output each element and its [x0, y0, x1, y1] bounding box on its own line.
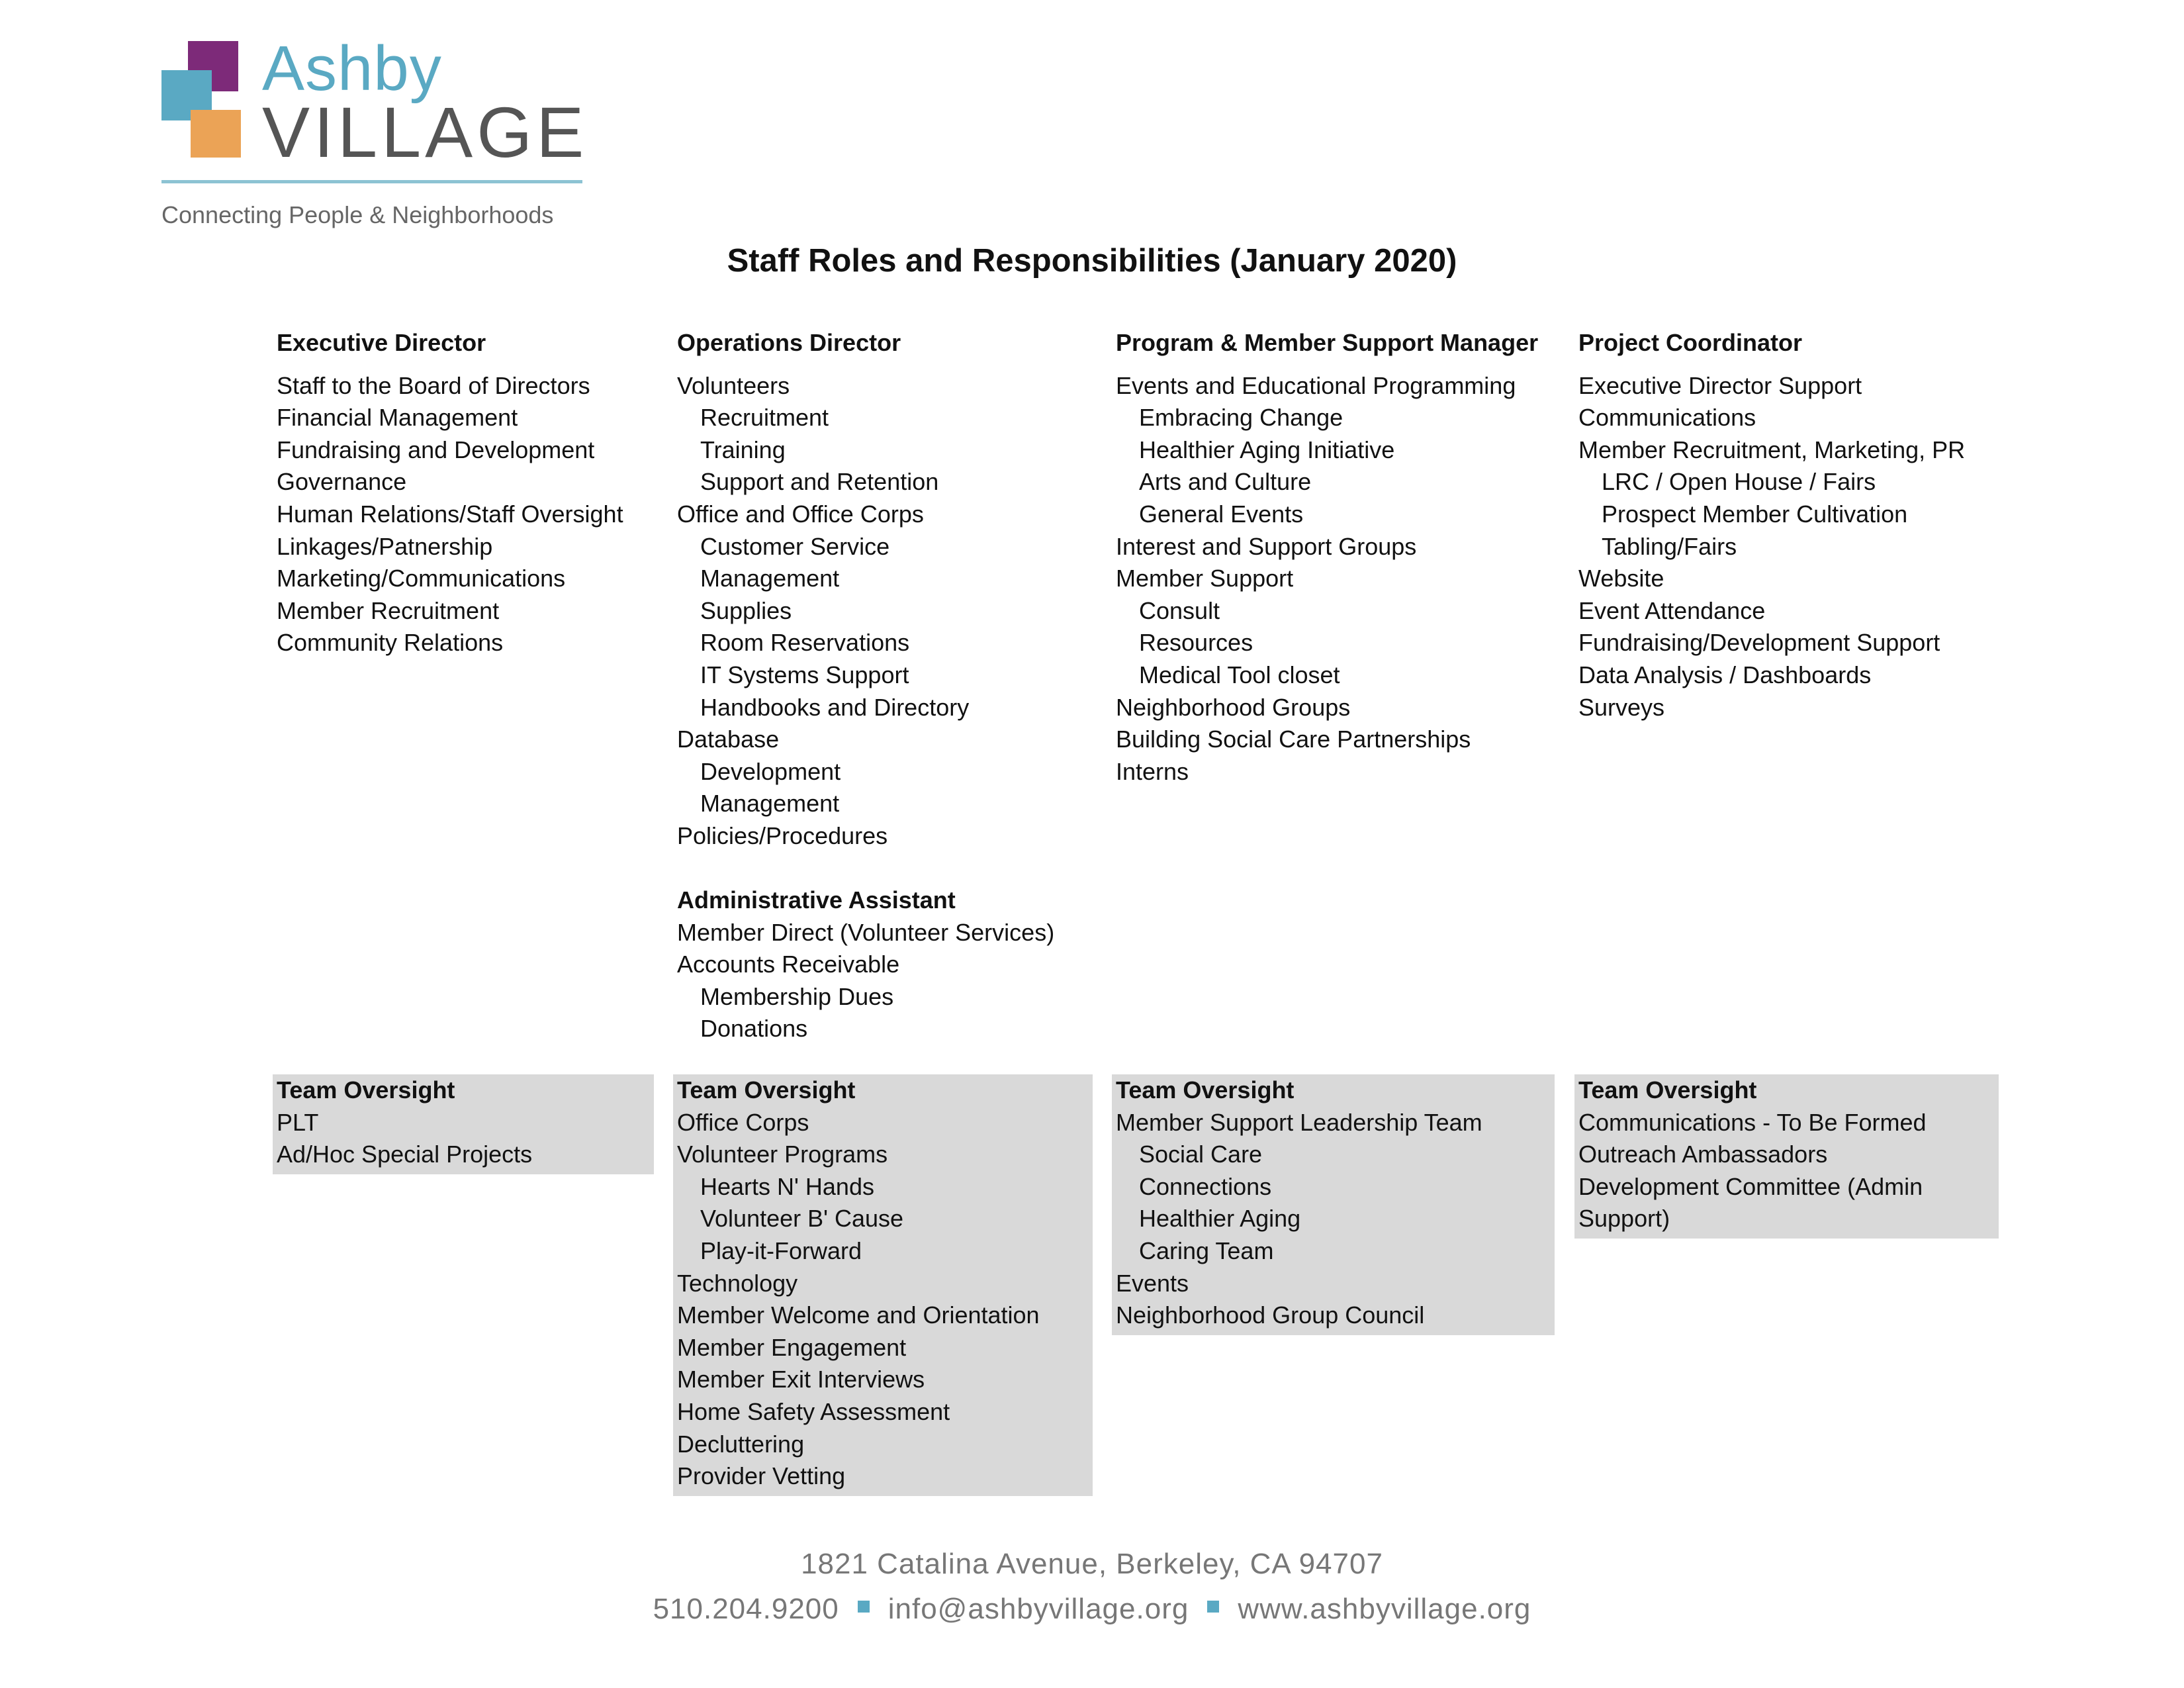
sub-item: Consult — [1139, 596, 1220, 624]
sub-item: Support and Retention — [700, 468, 939, 496]
team-oversight-box-project-coordinator — [1574, 1074, 1999, 1239]
column-program-member-support-manager — [1116, 327, 1538, 788]
logo-divider — [161, 180, 582, 183]
list-item: Executive Director Support — [1578, 371, 1862, 399]
sub-item: Prospect Member Cultivation — [1602, 500, 1908, 528]
footer-email: info@ashbyvillage.org — [887, 1593, 1189, 1625]
team-oversight-heading: Team Oversight — [677, 1076, 856, 1103]
list-item: Development Committee (Admin — [1578, 1172, 1923, 1200]
list-item: Linkages/Patnership — [277, 532, 493, 560]
list-item: PLT — [277, 1108, 319, 1136]
list-item: Member Recruitment, Marketing, PR — [1578, 436, 1966, 463]
column-heading: Executive Director — [277, 329, 486, 356]
sub-item: LRC / Open House / Fairs — [1602, 468, 1876, 496]
sub-item: Customer Service — [700, 532, 890, 560]
list-item: Human Relations/Staff Oversight — [277, 500, 623, 528]
section-spacer — [677, 853, 1054, 885]
team-oversight-heading: Team Oversight — [1578, 1076, 1757, 1103]
list-item: Events and Educational Programming — [1116, 371, 1516, 399]
logo-name-village: VILLAGE — [262, 92, 588, 172]
footer-contact-line — [0, 1593, 2184, 1626]
team-oversight-box-program-manager — [1112, 1074, 1555, 1335]
list-item: Data Analysis / Dashboards — [1578, 661, 1872, 688]
logo-name-ashby: Ashby — [262, 33, 442, 104]
list-item: Home Safety Assessment — [677, 1397, 950, 1425]
sub-item: Handbooks and Directory — [700, 693, 970, 721]
sub-item: Room Reservations — [700, 629, 910, 657]
column-heading: Program & Member Support Manager — [1116, 329, 1539, 356]
list-item: Events — [1116, 1269, 1189, 1297]
sub-item: Healthier Aging — [1139, 1205, 1301, 1233]
sub-item: Social Care — [1139, 1141, 1263, 1168]
sub-item: Volunteer B' Cause — [700, 1205, 904, 1233]
sub-item: IT Systems Support — [700, 661, 909, 688]
separator-square-icon — [1207, 1601, 1219, 1613]
sub-item: Training — [700, 436, 786, 463]
sub-item: General Events — [1139, 500, 1304, 528]
list-item: Interest and Support Groups — [1116, 532, 1417, 560]
column-heading: Operations Director — [677, 329, 901, 356]
list-item: Marketing/Communications — [277, 565, 566, 592]
sub-item: Recruitment — [700, 404, 829, 432]
list-item: Provider Vetting — [677, 1462, 846, 1490]
sub-item: Development — [700, 757, 841, 785]
list-item: Member Recruitment — [277, 596, 500, 624]
sub-item: Hearts N' Hands — [700, 1172, 874, 1200]
logo-tagline: Connecting People & Neighborhoods — [161, 201, 554, 228]
list-item: Member Support — [1116, 565, 1294, 592]
list-item: Governance — [277, 468, 407, 496]
sub-item: Donations — [700, 1015, 808, 1043]
list-item: Accounts Receivable — [677, 951, 900, 978]
team-oversight-heading: Team Oversight — [277, 1076, 455, 1103]
list-item: Ad/Hoc Special Projects — [277, 1141, 533, 1168]
footer-website: www.ashbyvillage.org — [1238, 1593, 1531, 1625]
list-item: Communications — [1578, 404, 1756, 432]
list-item: Interns — [1116, 757, 1189, 785]
sub-item: Management — [700, 565, 840, 592]
list-item: Staff to the Board of Directors — [277, 371, 590, 399]
list-item: Volunteers — [677, 371, 790, 399]
list-item: Member Direct (Volunteer Services) — [677, 918, 1055, 946]
list-item: Support) — [1578, 1205, 1670, 1233]
column-operations-director — [677, 327, 1054, 1045]
list-item: Database — [677, 726, 780, 753]
list-item: Member Support Leadership Team — [1116, 1108, 1482, 1136]
column-project-coordinator — [1578, 327, 1965, 724]
sub-item: Arts and Culture — [1139, 468, 1312, 496]
list-item: Fundraising and Development — [277, 436, 595, 463]
team-oversight-box-executive-director — [273, 1074, 654, 1174]
list-item: Neighborhood Groups — [1116, 693, 1351, 721]
footer-address: 1821 Catalina Avenue, Berkeley, CA 94707 — [801, 1548, 1383, 1580]
footer-phone: 510.204.9200 — [653, 1593, 839, 1625]
list-item: Event Attendance — [1578, 596, 1766, 624]
list-item: Decluttering — [677, 1430, 805, 1458]
list-item: Technology — [677, 1269, 798, 1297]
page-title: Staff Roles and Responsibilities (January 2020) — [727, 243, 1457, 279]
sub-item: Connections — [1139, 1172, 1272, 1200]
list-item: Member Welcome and Orientation — [677, 1301, 1040, 1329]
list-item: Volunteer Programs — [677, 1141, 888, 1168]
sub-item: Membership Dues — [700, 982, 894, 1010]
list-item: Communications - To Be Formed — [1578, 1108, 1927, 1136]
list-item: Member Exit Interviews — [677, 1366, 925, 1393]
team-oversight-heading: Team Oversight — [1116, 1076, 1295, 1103]
list-item: Office Corps — [677, 1108, 809, 1136]
list-item: Community Relations — [277, 629, 504, 657]
sub-item: Medical Tool closet — [1139, 661, 1340, 688]
list-item: Outreach Ambassadors — [1578, 1141, 1828, 1168]
list-item: Website — [1578, 565, 1664, 592]
separator-square-icon — [858, 1601, 870, 1613]
list-item: Building Social Care Partnerships — [1116, 726, 1471, 753]
list-item: Member Engagement — [677, 1333, 907, 1361]
ashby-village-logo — [161, 33, 588, 237]
column-heading: Project Coordinator — [1578, 329, 1803, 356]
sub-item: Supplies — [700, 596, 792, 624]
list-item: Financial Management — [277, 404, 518, 432]
sub-item: Embracing Change — [1139, 404, 1343, 432]
sub-item: Healthier Aging Initiative — [1139, 436, 1395, 463]
list-item: Office and Office Corps — [677, 500, 924, 528]
sub-item: Play-it-Forward — [700, 1237, 862, 1264]
list-item: Policies/Procedures — [677, 821, 888, 849]
column-executive-director — [277, 327, 623, 659]
sub-item: Tabling/Fairs — [1602, 532, 1737, 560]
list-item: Neighborhood Group Council — [1116, 1301, 1425, 1329]
team-oversight-box-operations-director — [673, 1074, 1093, 1496]
sub-item: Caring Team — [1139, 1237, 1274, 1264]
sub-heading-administrative-assistant: Administrative Assistant — [677, 886, 956, 914]
sub-item: Resources — [1139, 629, 1253, 657]
list-item: Surveys — [1578, 693, 1665, 721]
list-item: Fundraising/Development Support — [1578, 629, 1940, 657]
logo-orange-square — [191, 110, 241, 158]
sub-item: Management — [700, 790, 840, 818]
